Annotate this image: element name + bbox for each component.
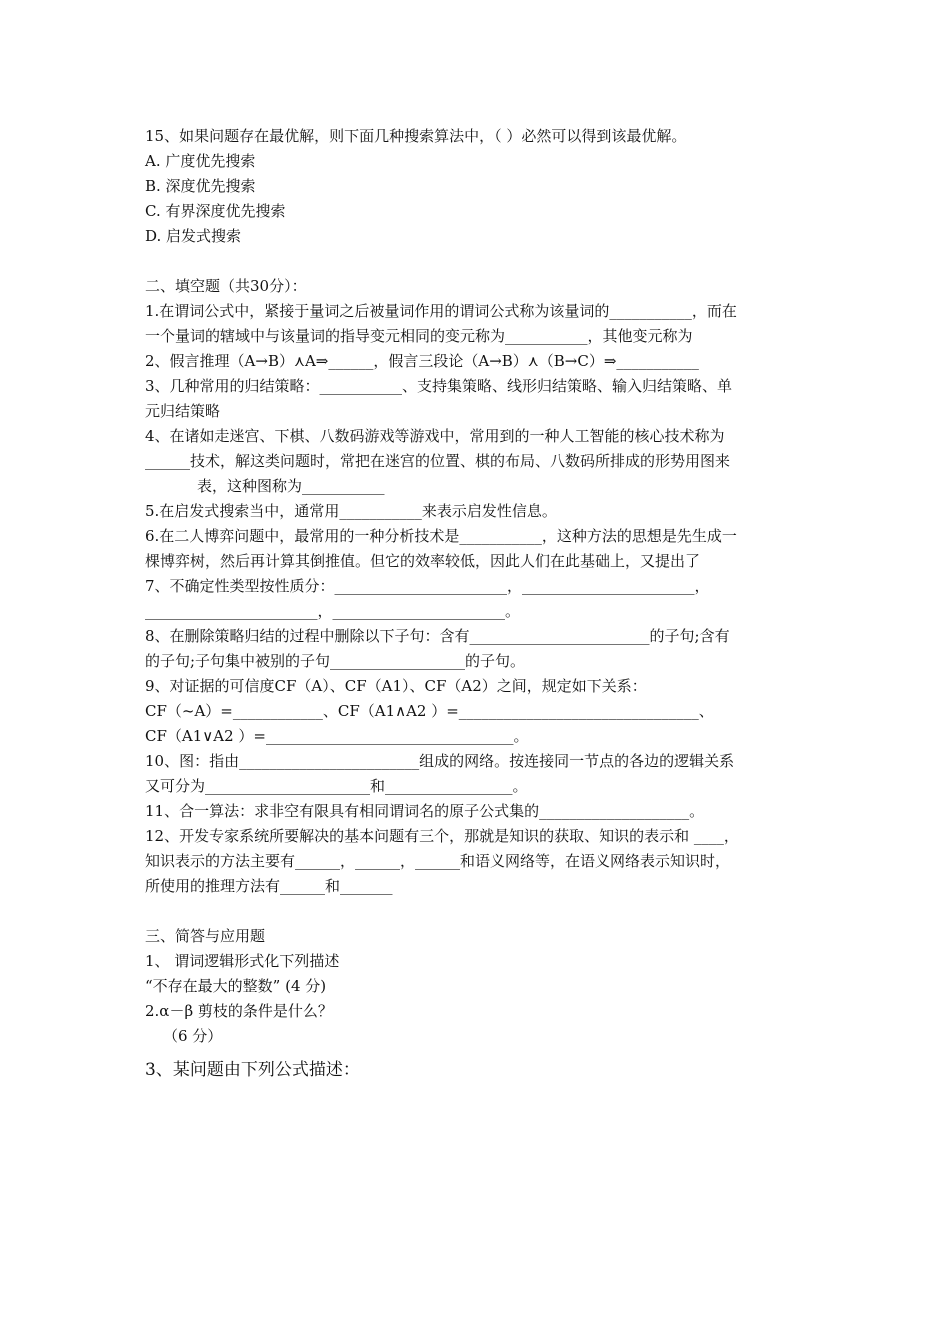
question-3-heading: 3、某问题由下列公式描述： (145, 1060, 360, 1080)
fill-line: 5.在启发式搜索当中，通常用___________来表示启发性信息。 (145, 502, 557, 520)
short-answer-line: “不存在最大的整数” (4 分) (145, 977, 327, 995)
fill-line: CF（~A）=____________、CF（A1∧A2 ）=________________________________、 (145, 702, 714, 720)
fill-line: 7、不确定性类型按性质分：_______________________，_______________________， (145, 577, 710, 595)
fill-line: CF（A1∨A2 ）=_________________________________。 (145, 727, 529, 745)
fill-line: 6.在二人博弈问题中，最常用的一种分析技术是___________，这种方法的思想是先生成一 (145, 527, 737, 545)
fill-line: 所使用的推理方法有______和_______ (145, 877, 393, 895)
fill-line: 元归结策略 (145, 402, 221, 420)
short-answer-line: 1、 谓词逻辑形式化下列描述 (145, 952, 340, 970)
section-3-title: 三、简答与应用题 (145, 927, 266, 945)
fill-line: ______技术，解这类问题时，常把在迷宫的位置、棋的布局、八数码所排成的形势用图来 (145, 452, 731, 470)
section-2-title: 二、填空题（共30分）： (145, 277, 307, 295)
short-answer-line: （6 分） (163, 1027, 223, 1045)
fill-line: 2、假言推理（A→B）⋏A⇒______，假言三段论（A→B）⋏（B→C）⇒___________ (145, 352, 699, 370)
option-c: C. 有界深度优先搜索 (145, 202, 286, 220)
fill-line: 3、几种常用的归结策略：___________、支持集策略、线形归结策略、输入归结策略、单 (145, 377, 733, 395)
fill-line: 12、开发专家系统所要解决的基本问题有三个，那就是知识的获取、知识的表示和 ____， (145, 827, 739, 845)
fill-line: 知识表示的方法主要有______，______，______和语义网络等，在语义网络表示知识时， (145, 852, 731, 870)
fill-line: 的子句;子句集中被别的子句__________________的子句。 (145, 652, 526, 670)
fill-line: 10、图：指由________________________组成的网络。按连接同一节点的各边的逻辑关系 (145, 752, 735, 770)
fill-line: 表，这种图称为___________ (197, 477, 385, 495)
option-a: A. 广度优先搜索 (145, 152, 256, 170)
fill-line: 一个量词的辖域中与该量词的指导变元相同的变元称为___________，其他变元称为 (145, 327, 693, 345)
short-answer-line: 2.α－β 剪枝的条件是什么？ (145, 1002, 333, 1020)
fill-line: 4、在诸如走迷宫、下棋、八数码游戏等游戏中，常用到的一种人工智能的核心技术称为 (145, 427, 725, 445)
fill-line: 又可分为______________________和_________________。 (145, 777, 528, 795)
fill-line: 11、合一算法：求非空有限具有相同谓词名的原子公式集的____________________。 (145, 802, 705, 820)
fill-line: 8、在删除策略归结的过程中删除以下子句：含有________________________的子句;含有 (145, 627, 730, 645)
question-15-stem: 15、如果问题存在最优解，则下面几种搜索算法中，（ ）必然可以得到该最优解。 (145, 127, 687, 145)
option-d: D. 启发式搜索 (145, 227, 242, 245)
fill-line: 1.在谓词公式中，紧接于量词之后被量词作用的谓词公式称为该量词的___________，而在 (145, 302, 737, 320)
fill-line: _______________________，_______________________。 (145, 602, 521, 620)
fill-line: 棵博弈树，然后再计算其倒推值。但它的效率较低，因此人们在此基础上，又提出了 (145, 552, 701, 570)
option-b: B. 深度优先搜索 (145, 177, 256, 195)
fill-line: 9、对证据的可信度CF（A）、CF（A1）、CF（A2）之间，规定如下关系： (145, 677, 647, 695)
document-page (145, 124, 810, 1085)
